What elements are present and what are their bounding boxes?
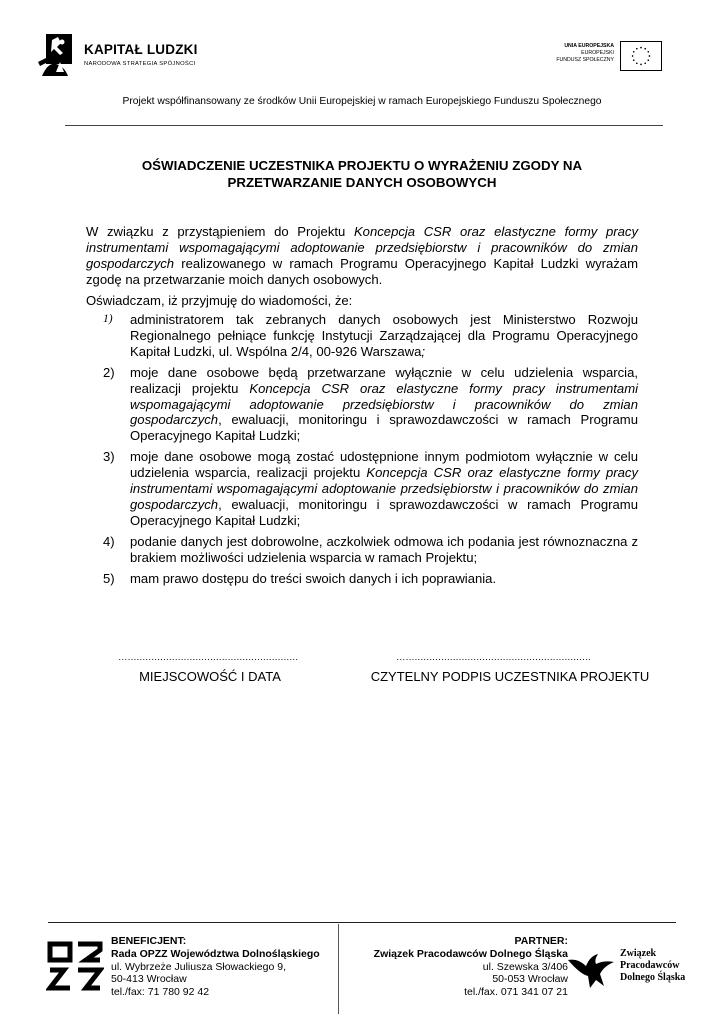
list-item: [103, 449, 638, 529]
partner-name: Związek Pracodawców Dolnego Śląska: [373, 947, 568, 960]
beneficiary-street: ul. Wybrzeże Juliusza Słowackiego 9,: [111, 960, 286, 973]
header-divider: [65, 125, 663, 126]
partner-heading: PARTNER:: [514, 935, 568, 947]
intro-paragraph: [86, 224, 638, 288]
kapital-ludzki-emblem-icon: [38, 32, 78, 80]
list-item-number: 5): [103, 570, 115, 586]
eu-logo-text: [556, 43, 614, 65]
list-item-text: moje dane osobowe mogą zostać udostępnione innym podmiotom wyłącznie w celu udzielenia wsparcia, realizacji projektu: [130, 449, 638, 481]
eagle-icon: [566, 946, 616, 990]
partner-phone: tel./fax. 071 341 07 21: [464, 986, 568, 999]
document-title: [100, 158, 624, 191]
footer-divider: [48, 922, 676, 923]
eu-line-2: EUROPEJSKI: [581, 50, 614, 57]
beneficiary-city: 50-413 Wrocław: [111, 973, 187, 986]
partner-logo-line-3: Dolnego Śląska: [620, 972, 686, 983]
list-item: [103, 534, 638, 566]
beneficiary-info: [111, 935, 320, 999]
beneficiary-heading: BENEFICJENT:: [111, 935, 187, 947]
partner-info: [374, 935, 568, 999]
list-item-number: 2): [103, 364, 115, 380]
eu-line-3: FUNDUSZ SPOŁECZNY: [556, 57, 614, 64]
place-date-line: …..........................................................: [118, 652, 299, 663]
kapital-ludzki-subtitle: NARODOWA STRATEGIA SPÓJNOŚCI: [84, 61, 196, 67]
opzz-logo-icon: [46, 940, 104, 992]
partner-city: 50-053 Wrocław: [492, 973, 568, 986]
eu-logo: [540, 40, 662, 74]
list-item-number: 3): [103, 449, 115, 465]
list-item-text: podanie danych jest dobrowolne, aczkolwiek odmowa ich podania jest równoznaczna z brakiem możliwości udzielenia wsparcia w ramach Projektu;: [130, 533, 638, 565]
list-item: [103, 365, 638, 445]
list-item-text-end: , ewaluacji, monitoringu i sprawozdawczości w ramach Programu Operacyjnego Kapitał Ludzki;: [130, 496, 638, 528]
list-item-number: 1): [103, 313, 113, 325]
document-title-line-2: PRZETWARZANIE DANYCH OSOBOWYCH: [227, 174, 497, 190]
list-item-text: administratorem tak zebranych danych osobowych jest Ministerstwo Rozwoju Regionalnego pełniące funkcję Instytucji Zarządzającej dla Programu Operacyjnego Kapitał Ludzki, ul. Wspólna 2/4, 00-926 Warszawa: [130, 312, 638, 359]
partner-logo-line-1: Związek: [620, 948, 657, 959]
intro-text-b: realizowanego w ramach Programu Operacyjnego Kapitał Ludzki wyrażam zgodę na przetwarzanie moich danych osobowych.: [86, 255, 638, 287]
list-item: [103, 312, 638, 360]
kapital-ludzki-logo: [38, 30, 198, 82]
list-item: [103, 571, 638, 587]
signature-line: …...............................................................: [396, 652, 591, 663]
list-item-end: ;: [421, 343, 426, 359]
document-title-line-1: OŚWIADCZENIE UCZESTNIKA PROJEKTU O WYRAŻENIU ZGODY NA: [141, 158, 583, 173]
kapital-ludzki-title: KAPITAŁ LUDZKI: [84, 42, 198, 57]
list-item-number: 4): [103, 533, 115, 549]
partner-logo-line-2: Pracodawców: [620, 960, 680, 971]
list-item-text: mam prawo dostępu do treści swoich danych i ich poprawiania.: [130, 570, 497, 586]
list-item-project-name: Koncepcja CSR oraz elastyczne formy pracy instrumentami wspomagającymi adoptowanie przedsiębiorstw i pracowników do zmian gospodarczych: [130, 465, 638, 512]
place-date-label: MIEJSCOWOŚĆ I DATA: [139, 669, 281, 684]
signature-label: CZYTELNY PODPIS UCZESTNIKA PROJEKTU: [370, 669, 650, 684]
eu-line-1: UNIA EUROPEJSKA: [564, 43, 614, 49]
declaration-list: [103, 312, 638, 592]
footer-separator: [338, 924, 339, 1014]
intro-section: [86, 224, 638, 309]
cofinancing-note: Projekt współfinansowany ze środków Unii Europejskiej w ramach Europejskiego Funduszu Społecznego: [122, 96, 602, 107]
partner-logo: [566, 938, 696, 998]
declaration-lead: Oświadczam, iż przyjmuję do wiadomości, że:: [86, 292, 353, 308]
list-item-project-name: Koncepcja CSR oraz elastyczne formy pracy instrumentami wspomagającymi adoptowanie przedsiębiorstw i pracowników do zmian gospodarczych: [130, 380, 639, 428]
intro-text-a: W związku z przystąpieniem do Projektu: [86, 224, 354, 239]
partner-logo-text: [620, 948, 685, 984]
beneficiary-phone: tel./fax: 71 780 92 42: [111, 986, 210, 999]
beneficiary-name: Rada OPZZ Województwa Dolnośląskiego: [111, 947, 320, 960]
list-item-text: moje dane osobowe będą przetwarzane wyłącznie w celu udzielenia wsparcia, realizacji projektu: [130, 364, 638, 396]
partner-street: ul. Szewska 3/406: [482, 960, 568, 973]
intro-project-name: Koncepcja CSR oraz elastyczne formy pracy instrumentami wspomagającymi adoptowanie przedsiębiorstw i pracowników do zmian gospodarczych: [86, 224, 638, 271]
eu-flag-icon: [620, 41, 662, 71]
list-item-text-end: , ewaluacji, monitoringu i sprawozdawczości w ramach Programu Operacyjnego Kapitał Ludzki;: [130, 412, 638, 444]
